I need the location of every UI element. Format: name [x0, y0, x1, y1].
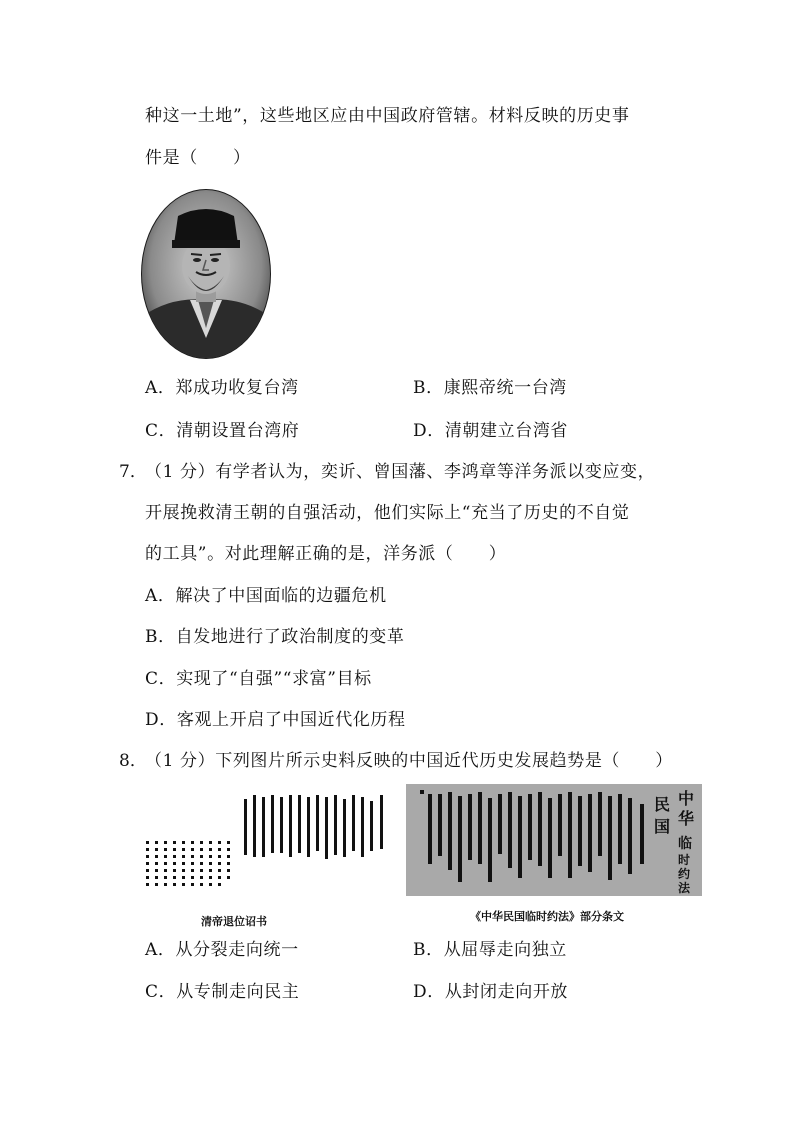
- q8-option-c: C．从专制走向民主: [145, 982, 300, 1002]
- provisional-constitution-image: [406, 784, 702, 896]
- q8-option-b: B．从屈辱走向独立: [413, 940, 567, 960]
- doc-title-char-1: 中: [678, 789, 695, 808]
- doc-title-char-7: 约: [678, 867, 691, 881]
- q8-option-a: A．从分裂走向统一: [145, 940, 299, 960]
- q6-option-d: D．清朝建立台湾省: [413, 421, 569, 441]
- zheng-chenggong-portrait-image: [140, 188, 272, 360]
- doc-title-char-5: 临: [678, 836, 692, 852]
- q7-stem-line-2: 开展挽救清王朝的自强活动，他们实际上“充当了历史的不自觉: [145, 503, 630, 523]
- q6-option-a: A．郑成功收复台湾: [145, 378, 299, 398]
- q8-stem: （1 分）下列图片所示史料反映的中国近代历史发展趋势是（ ）: [145, 751, 673, 771]
- q7-stem-line-1: （1 分）有学者认为，奕䜣、曾国藩、李鸿章等洋务派以变应变，: [145, 462, 656, 482]
- doc-title-char-4: 国: [654, 817, 671, 836]
- doc-title-char-8: 法: [678, 881, 691, 895]
- doc-title-char-3: 民: [654, 795, 671, 814]
- qing-abdication-edict-image: [140, 795, 392, 900]
- doc-title-char-6: 时: [678, 853, 691, 867]
- q7-number: 7．: [119, 462, 147, 482]
- q6-stem-line-1: 种这一土地”，这些地区应由中国政府管辖。材料反映的历史事: [145, 106, 630, 126]
- q6-stem-line-2: 件是（ ）: [145, 148, 251, 168]
- q7-option-c: C．实现了“自强”“求富”目标: [145, 669, 372, 689]
- caption-left: 清帝退位诏书: [201, 915, 267, 928]
- q8-number: 8．: [119, 751, 147, 771]
- q7-option-a: A．解决了中国面临的边疆危机: [145, 586, 387, 606]
- q7-option-d: D．客观上开启了中国近代化历程: [145, 710, 406, 730]
- q6-option-b: B．康熙帝统一台湾: [413, 378, 567, 398]
- caption-right: 《中华民国临时约法》部分条文: [470, 910, 624, 923]
- doc-title-char-2: 华: [678, 809, 695, 828]
- q8-option-d: D．从封闭走向开放: [413, 982, 569, 1002]
- q7-stem-line-3: 的工具”。对此理解正确的是，洋务派（ ）: [145, 544, 507, 564]
- q7-option-b: B．自发地进行了政治制度的变革: [145, 627, 405, 647]
- q6-option-c: C．清朝设置台湾府: [145, 421, 300, 441]
